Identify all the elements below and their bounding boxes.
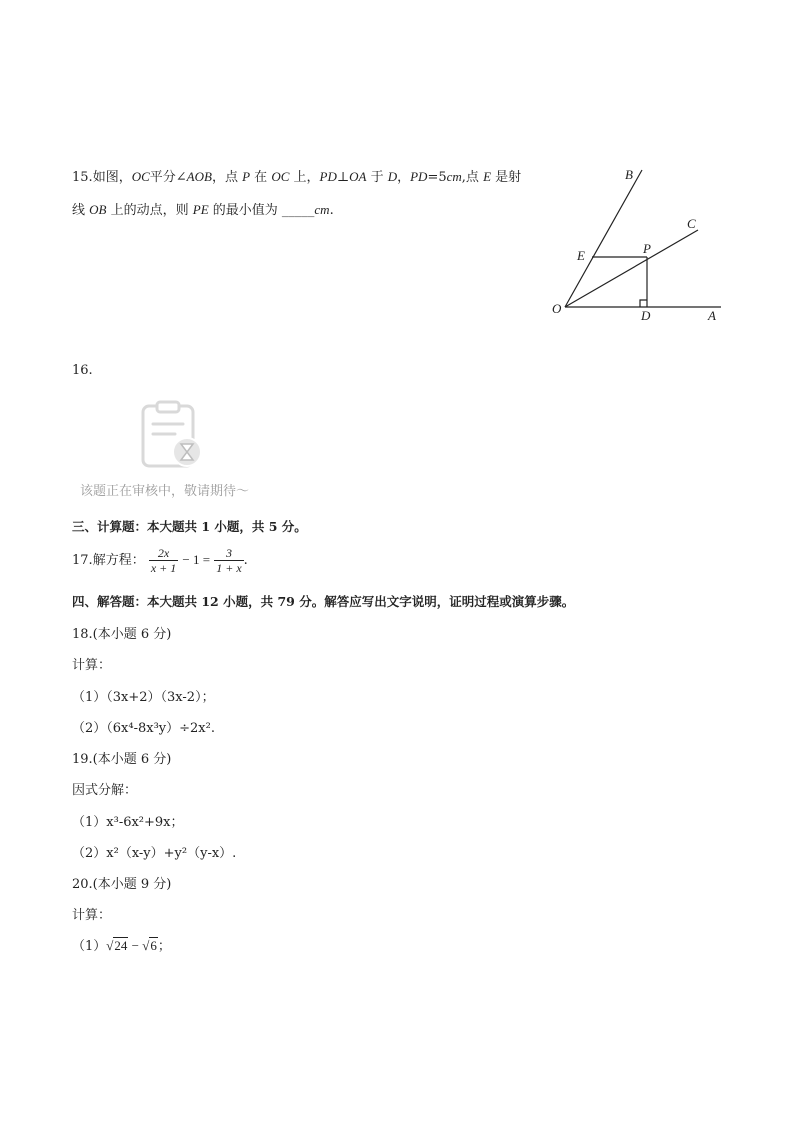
label-o: O [552,301,562,316]
sqrt-24: √24 [106,938,128,953]
q15-figure [540,160,740,330]
q18-part-2: （2）（6x⁴-8x³y）÷2x². [72,721,215,736]
q17-fraction-right: $\frac{3}{1 + x}$ [216,546,242,575]
q16-number: 16. [72,363,93,378]
q18-header: 18.(本小题 6 分) [72,627,172,642]
q15-line1: 15.如图，OC平分∠AOB，点 P 在 OC 上，PD⊥OA 于 D，PD=5cm,点 E 是射 [72,169,522,185]
q20-header: 20.(本小题 9 分) [72,877,172,892]
section-4-heading: 四、解答题：本大题共 12 小题，共 79 分。解答应写出文字说明，证明过程或演算步骤。 [72,594,575,609]
clipboard-hourglass-icon [135,400,210,475]
q16-placeholder-text: 该题正在审核中，敬请期待～ [80,484,250,499]
q19-part-1: （1）x³-6x²+9x； [72,815,184,830]
right-angle-mark [640,300,647,307]
label-e: E [577,248,585,263]
q20-part-1: （1）√24 − √6； [72,938,171,954]
ray-ob [565,170,642,307]
q18-instruction: 计算： [72,658,112,673]
q17-fraction-left: $\frac{2x}{x + 1}$ [150,546,177,575]
q20-instruction: 计算： [72,908,112,923]
label-b: B [625,167,633,182]
label-p: P [643,241,651,256]
ray-oc [565,230,698,307]
q15-line2: 线 OB 上的动点，则 PE 的最小值为 _____cm. [72,202,334,218]
q19-header: 19.(本小题 6 分) [72,752,172,767]
q17-line: 17.解方程： $\frac{2x}{x + 1}$ − 1 = $\frac{3}{1 + x}$ . [72,546,248,575]
label-c: C [687,216,696,231]
q19-instruction: 因式分解： [72,783,138,798]
q19-part-2: （2）x²（x-y）+y²（y-x）. [72,846,237,861]
label-d: D [641,308,651,323]
section-3-heading: 三、计算题：本大题共 1 小题，共 5 分。 [72,519,307,534]
q18-part-1: （1）（3x+2）（3x-2）； [72,690,215,705]
sqrt-6: √6 [142,938,157,953]
label-a: A [708,308,716,323]
